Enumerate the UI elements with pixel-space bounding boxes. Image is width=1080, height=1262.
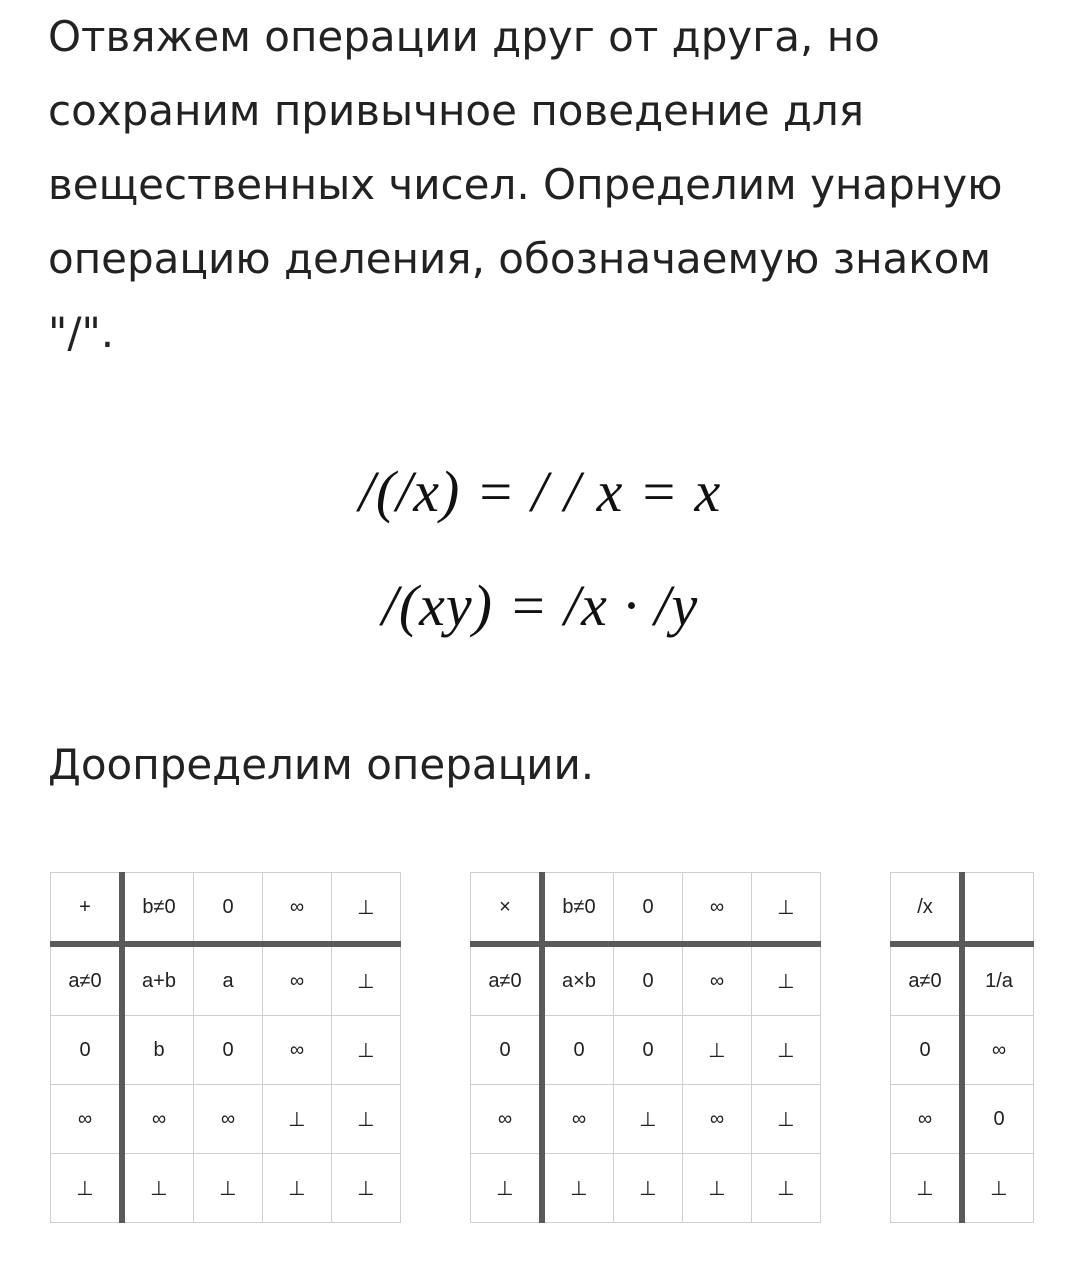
table-cell: b≠0: [122, 873, 194, 945]
table-cell: ⊥: [332, 1085, 401, 1154]
table-cell: ∞: [263, 1016, 332, 1085]
table-cell: 0: [471, 1016, 543, 1085]
table-cell: a×b: [542, 944, 614, 1016]
table-cell: ×: [471, 873, 543, 945]
table-cell: ∞: [891, 1085, 963, 1154]
table-cell: ∞: [962, 1016, 1034, 1085]
table-cell: ⊥: [332, 873, 401, 945]
formula-double-division: /(/x) = / / x = x: [358, 459, 722, 524]
table-cell: ⊥: [752, 1085, 821, 1154]
table-cell: a: [194, 944, 263, 1016]
table-cell: b: [122, 1016, 194, 1085]
table-row: [51, 1154, 401, 1223]
table-cell: ∞: [471, 1085, 543, 1154]
table-cell: ∞: [542, 1085, 614, 1154]
table-cell: 0: [614, 1016, 683, 1085]
table-cell: a+b: [122, 944, 194, 1016]
table-header-row: [471, 873, 821, 945]
table-cell: ⊥: [614, 1154, 683, 1223]
table-cell: ⊥: [752, 1016, 821, 1085]
table-cell: a≠0: [51, 944, 123, 1016]
table-cell: 0: [891, 1016, 963, 1085]
table-cell: ⊥: [194, 1154, 263, 1223]
table-cell: ∞: [683, 873, 752, 945]
table-row: [891, 1085, 1034, 1154]
table-row: [471, 1085, 821, 1154]
table-cell: ⊥: [683, 1154, 752, 1223]
table-cell: 0: [542, 1016, 614, 1085]
table-cell: ⊥: [332, 1154, 401, 1223]
table-cell: ⊥: [332, 1016, 401, 1085]
table-cell: ⊥: [962, 1154, 1034, 1223]
table-cell: ⊥: [471, 1154, 543, 1223]
table-cell: 0: [51, 1016, 123, 1085]
table-cell: ⊥: [332, 944, 401, 1016]
division-table: [890, 872, 1034, 1223]
table-cell: ⊥: [542, 1154, 614, 1223]
table-cell: ∞: [683, 944, 752, 1016]
table-cell: /x: [891, 873, 963, 945]
table-row: [891, 1154, 1034, 1223]
table-row: [891, 944, 1034, 1016]
table-header-row: [51, 873, 401, 945]
table-cell: 0: [962, 1085, 1034, 1154]
table-cell: ⊥: [51, 1154, 123, 1223]
table-cell: ∞: [51, 1085, 123, 1154]
table-cell: ⊥: [891, 1154, 963, 1223]
table-row: [471, 1154, 821, 1223]
extend-operations-paragraph: Доопределим операции.: [48, 740, 595, 789]
table-row: [51, 1085, 401, 1154]
table-cell: b≠0: [542, 873, 614, 945]
table-row: [891, 1016, 1034, 1085]
table-cell: ⊥: [614, 1085, 683, 1154]
table-cell: ∞: [263, 873, 332, 945]
table-cell: ∞: [263, 944, 332, 1016]
table-cell: ∞: [683, 1085, 752, 1154]
table-row: [471, 944, 821, 1016]
table-cell: [962, 873, 1034, 945]
table-cell: +: [51, 873, 123, 945]
table-cell: 1/a: [962, 944, 1034, 1016]
table-cell: ⊥: [683, 1016, 752, 1085]
table-cell: ⊥: [263, 1154, 332, 1223]
table-cell: ⊥: [122, 1154, 194, 1223]
table-cell: ⊥: [752, 873, 821, 945]
table-cell: ⊥: [752, 944, 821, 1016]
table-cell: ⊥: [263, 1085, 332, 1154]
multiplication-table: [470, 872, 821, 1223]
table-cell: ⊥: [752, 1154, 821, 1223]
table-header-row: [891, 873, 1034, 945]
table-cell: 0: [194, 873, 263, 945]
formula-product-division: /(xy) = /x · /y: [381, 573, 699, 638]
table-row: [471, 1016, 821, 1085]
intro-paragraph: Отвяжем операции друг от друга, но сохраним привычное поведение для вещественных чисел. Определим унарную операцию деления, обозначаемую знаком "/".: [48, 12, 1003, 357]
table-cell: a≠0: [471, 944, 543, 1016]
table-row: [51, 1016, 401, 1085]
table-cell: 0: [194, 1016, 263, 1085]
addition-table: [50, 872, 401, 1223]
table-cell: ∞: [122, 1085, 194, 1154]
table-cell: 0: [614, 873, 683, 945]
table-row: [51, 944, 401, 1016]
table-cell: 0: [614, 944, 683, 1016]
table-cell: ∞: [194, 1085, 263, 1154]
table-cell: a≠0: [891, 944, 963, 1016]
